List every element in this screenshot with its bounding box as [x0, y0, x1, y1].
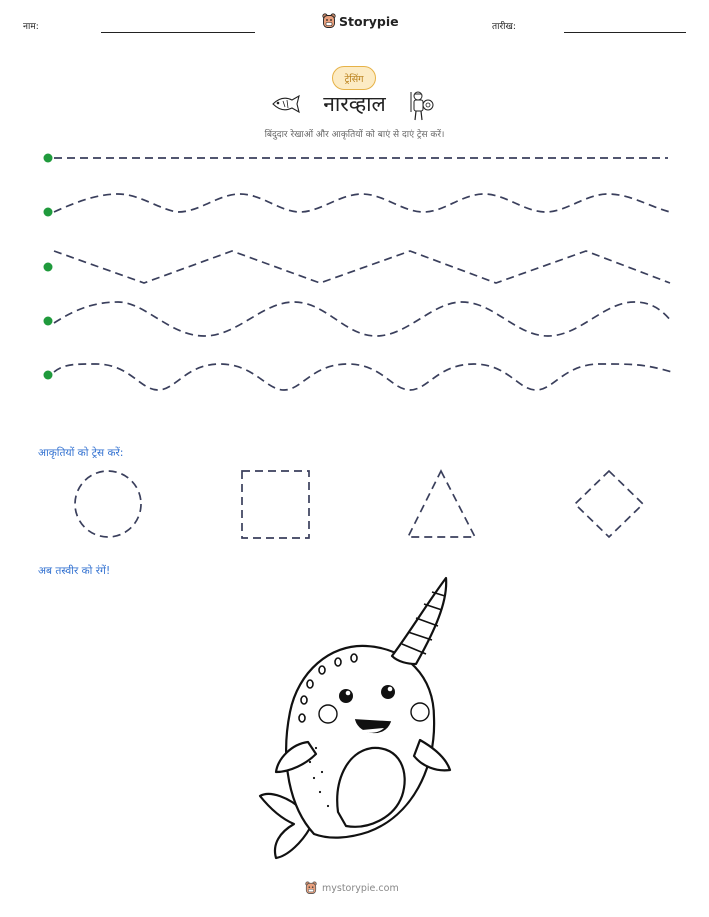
trace-square: [242, 471, 309, 538]
tracing-line-wave: [54, 302, 672, 336]
worksheet-title: नारव्हाल: [323, 92, 386, 116]
coloring-section-label: अब तस्वीर को रंगें!: [38, 565, 111, 577]
start-dot: [44, 371, 53, 380]
footer: [305, 881, 399, 895]
trace-triangle: [408, 471, 475, 537]
trace-circle: [75, 471, 141, 537]
narwhal-illustration: [250, 572, 460, 864]
brand-name: Storypie: [339, 13, 399, 29]
start-dot: [44, 263, 53, 272]
date-label: तारीख:: [492, 22, 516, 32]
tracing-line-zigzag: [54, 251, 670, 283]
tracing-line-gentle-wave: [54, 194, 670, 212]
storypie-bear-icon: [305, 881, 317, 895]
start-dot: [44, 208, 53, 217]
start-dot: [44, 317, 53, 326]
tracing-line-bumpy-wave: [54, 364, 672, 390]
name-label: नाम:: [23, 22, 39, 32]
shapes-area: [0, 460, 709, 550]
shapes-section-label: आकृतियों को ट्रेस करें:: [38, 447, 124, 459]
instruction-text: बिंदुदार रेखाओं और आकृतियों को बाएं से दाएं ट्रेस करें।: [264, 130, 445, 140]
category-badge: ट्रेसिंग: [332, 66, 376, 90]
tracing-lines-area: [0, 0, 709, 400]
footer-site[interactable]: mystorypie.com: [322, 882, 399, 894]
trace-diamond: [575, 471, 643, 537]
start-dot: [44, 154, 53, 163]
